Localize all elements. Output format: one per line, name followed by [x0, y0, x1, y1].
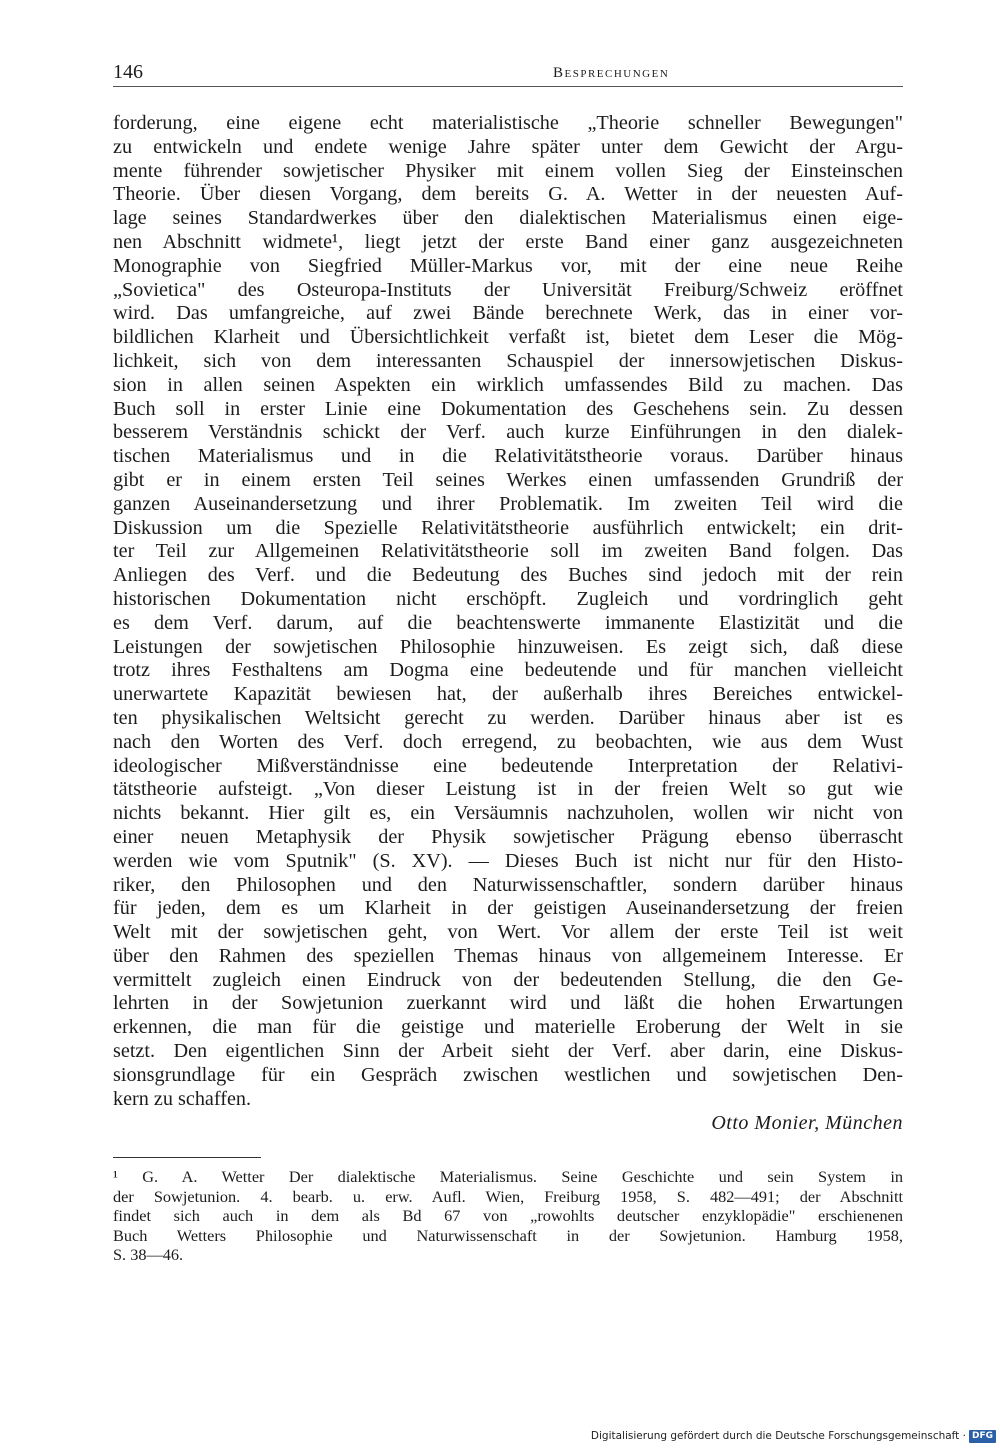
body-text-line: riker, den Philosophen und den Naturwissenschaftler, sondern darüber hinaus: [113, 873, 903, 896]
body-text-line: nichts bekannt. Hier gilt es, ein Versäumnis nachzuholen, wollen wir nicht von: [113, 802, 903, 825]
body-text-line: Buch soll in erster Linie eine Dokumentation des Geschehens sein. Zu dessen: [113, 397, 903, 420]
body-text-line: lichkeit, sich von dem interessanten Schauspiel der innersowjetischen Diskus-: [113, 349, 903, 372]
body-text-line: nen Abschnitt widmete¹, liegt jetzt der erste Band einer ganz ausgezeichneten: [113, 230, 903, 253]
body-text-line: sionsgrundlage für ein Gespräch zwischen westlichen und sowjetischen Den-: [113, 1063, 903, 1086]
body-text-line: vermittelt zugleich einen Eindruck von der bedeutenden Stellung, die den Ge-: [113, 968, 903, 991]
body-text-line: „Sovietica" des Osteuropa-Instituts der Universität Freiburg/Schweiz eröffnet: [113, 278, 903, 301]
dfg-logo-icon: DFG: [969, 1430, 996, 1443]
footnote-line: Buch Wetters Philosophie und Naturwissenschaft in der Sowjetunion. Hamburg 1958,: [113, 1225, 903, 1245]
body-text-line: Anliegen des Verf. und die Bedeutung des Buches sind jedoch mit der rein: [113, 564, 903, 587]
body-text-line: unerwartete Kapazität bewiesen hat, der außerhalb ihres Bereiches entwickel-: [113, 683, 903, 706]
body-text-line: Theorie. Über diesen Vorgang, dem bereits G. A. Wetter in der neuesten Auf-: [113, 183, 903, 206]
body-text-line: ten physikalischen Weltsicht gerecht zu werden. Darüber hinaus aber ist es: [113, 706, 903, 729]
body-text-line: ter Teil zur Allgemeinen Relativitätstheorie soll im zweiten Band folgen. Das: [113, 540, 903, 563]
body-text-line: ideologischer Mißverständnisse eine bedeutende Interpretation der Relativi-: [113, 754, 903, 777]
body-text-line: mente führender sowjetischer Physiker mit einem vollen Sieg der Einsteinschen: [113, 159, 903, 182]
body-text-line: historischen Dokumentation nicht erschöpft. Zugleich und vordringlich geht: [113, 587, 903, 610]
body-text-line: kern zu schaffen.: [113, 1087, 252, 1110]
footnote-line: S. 38—46.: [113, 1245, 184, 1264]
body-text-line: Monographie von Siegfried Müller-Markus vor, mit der eine neue Reihe: [113, 254, 903, 277]
digitization-credit: [591, 1428, 996, 1444]
body-text-line: Diskussion um die Spezielle Relativitätstheorie ausführlich entwickelt; ein drit-: [113, 516, 903, 539]
page-header: [113, 60, 903, 87]
footnote-line: der Sowjetunion. 4. bearb. u. erw. Aufl. Wien, Freiburg 1958, S. 482—491; der Abschnitt: [113, 1186, 903, 1206]
body-text-line: Leistungen der sowjetischen Philosophie hinzuweisen. Es zeigt sich, daß diese: [113, 635, 903, 658]
body-text-line: tischen Materialismus und in die Relativitätstheorie voraus. Darüber hinaus: [113, 445, 903, 468]
body-text-line: ganzen Auseinandersetzung und ihrer Problematik. Im zweiten Teil wird die: [113, 492, 903, 515]
footnote: [113, 1167, 903, 1265]
review-body-text: [113, 112, 903, 1111]
body-text-line: nach den Worten des Verf. doch erregend, zu beobachten, wie aus dem Wust: [113, 730, 903, 753]
body-text-line: bildlichen Klarheit und Übersichtlichkeit verfaßt ist, bietet dem Leser die Mög-: [113, 326, 903, 349]
body-text-line: forderung, eine eigene echt materialistische „Theorie schneller Bewegungen": [113, 112, 903, 134]
credit-text: Digitalisierung gefördert durch die Deutsche Forschungsgemeinschaft ·: [590, 1430, 966, 1442]
body-text-line: erkennen, die man für die geistige und materielle Eroberung der Welt in sie: [113, 1016, 903, 1039]
body-text-line: sion in allen seinen Aspekten ein wirklich umfassendes Bild zu machen. Das: [113, 373, 903, 396]
body-text-line: für jeden, dem es um Klarheit in der geistigen Auseinandersetzung der freien: [113, 897, 903, 920]
reviewer-signature: Otto Monier, München: [711, 1112, 903, 1134]
body-text-line: lage seines Standardwerkes über den dialektischen Materialismus einen eige-: [113, 207, 903, 230]
footnote-line: findet sich auch in dem als Bd 67 von „rowohlts deutscher enzyklopädie" erschienenen: [113, 1206, 903, 1225]
page-number: 146: [113, 61, 143, 83]
body-text-line: besserem Verständnis schickt der Verf. auch kurze Einführungen in den dialek-: [113, 421, 903, 444]
running-title: Besprechungen: [553, 65, 670, 81]
body-text-line: wird. Das umfangreiche, auf zwei Bände berechnete Werk, das in einer vor-: [113, 302, 903, 325]
body-text-line: es dem Verf. darum, auf die beachtenswerte immanente Elastizität und die: [113, 611, 903, 634]
body-text-line: gibt er in einem ersten Teil seines Werkes einen umfassenden Grundriß der: [113, 468, 903, 491]
body-text-line: lehrten in der Sowjetunion zuerkannt wird und läßt die hohen Erwartungen: [113, 992, 903, 1015]
footnote-line: ¹ G. A. Wetter Der dialektische Materialismus. Seine Geschichte und sein System in: [113, 1167, 903, 1186]
body-text-line: über den Rahmen des speziellen Themas hinaus von allgemeinem Interesse. Er: [113, 944, 903, 967]
body-text-line: Welt mit der sowjetischen geht, von Wert. Vor allem der erste Teil ist weit: [113, 921, 903, 944]
footnote-divider: [113, 1157, 261, 1158]
body-text-line: zu entwickeln und endete wenige Jahre später unter dem Gewicht der Argu-: [113, 135, 903, 158]
body-text-line: trotz ihres Festhaltens am Dogma eine bedeutende und für manchen vielleicht: [113, 659, 903, 682]
body-text-line: werden wie vom Sputnik" (S. XV). — Dieses Buch ist nicht nur für den Histo-: [113, 849, 903, 872]
body-text-line: einer neuen Metaphysik der Physik sowjetischer Prägung ebenso überrascht: [113, 825, 903, 848]
body-text-line: tätstheorie aufsteigt. „Von dieser Leistung ist in der freien Welt so gut wie: [113, 778, 903, 801]
body-text-line: setzt. Den eigentlichen Sinn der Arbeit sieht der Verf. aber darin, eine Diskus-: [113, 1040, 903, 1063]
